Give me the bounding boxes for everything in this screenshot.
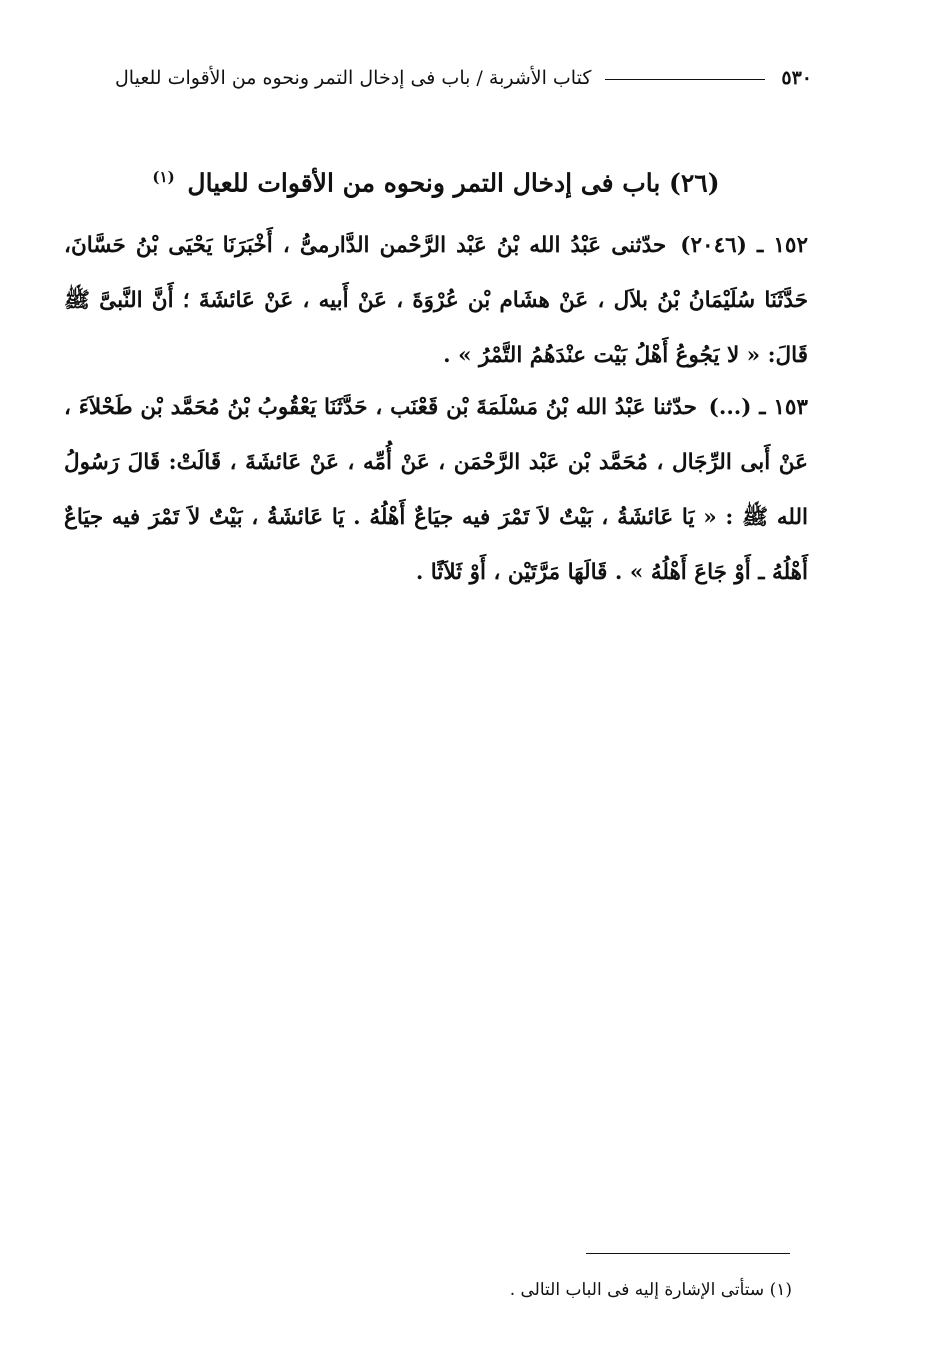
hadith-paragraph <box>64 380 808 600</box>
footnote-marker: (١) <box>769 1280 792 1300</box>
footnote <box>200 1280 792 1300</box>
hadith-number: ١٥٢ ـ (٢٠٤٦) <box>680 233 808 258</box>
running-title: كتاب الأشربة / باب فى إدخال التمر ونحوه من الأقوات للعيال <box>115 67 592 89</box>
chapter-heading <box>60 168 812 197</box>
chapter-heading-text: (٢٦) باب فى إدخال التمر ونحوه من الأقوات للعيال <box>187 168 720 198</box>
hadith-text: حدّثنا عَبْدُ الله بْنُ مَسْلَمَةَ بْن قَعْنَب ، حَدَّثَنَا يَعْقُوبُ بْنُ مُحَمَّد بْن طَحْلاَءَ ، عَنْ أَبى الرِّجَال ، مُحَمَّد بْن عَبْد الرَّحْمَن ، عَنْ أُمِّه ، عَنْ عَائشَةَ ، قَالَتْ: قَالَ رَسُولُ الله ﷺ : « يَا عَائشَةُ ، بَيْتٌ لاَ تَمْرَ فيه جيَاعٌ أَهْلُهُ . يَا عَائشَةُ ، بَيْتٌ لاَ تَمْرَ فيه جيَاعٌ أَهْلُهُ ـ أَوْ جَاعَ أَهْلُهُ » . قَالَهَا مَرَّتَيْن ، أَوْ ثَلاَثًا . <box>64 395 808 585</box>
footnote-separator <box>586 1253 790 1254</box>
running-header <box>60 58 812 98</box>
hadith-paragraph <box>64 218 808 383</box>
hadith-number: ١٥٣ ـ (...) <box>708 395 808 420</box>
hadith-text: حدّثنى عَبْدُ الله بْنُ عَبْد الرَّحْمن الدَّارمىُّ ، أَخْبَرَنَا يَحْيَى بْنُ حَسَّانَ، حَدَّثَنَا سُلَيْمَانُ بْنُ بلاَل ، عَنْ هشَام بْن عُرْوَةَ ، عَنْ أَبيه ، عَنْ عَائشَةَ ؛ أَنَّ النَّبىَّ ﷺ قَالَ: « لا يَجُوعُ أَهْلُ بَيْت عنْدَهُمُ التَّمْرُ » . <box>64 233 808 368</box>
footnote-marker: (١) <box>152 168 175 186</box>
page-number: ٥٣٠ <box>781 67 812 89</box>
header-rule <box>605 79 765 80</box>
footnote-text: ستأتى الإشارة إليه فى الباب التالى . <box>509 1280 765 1300</box>
